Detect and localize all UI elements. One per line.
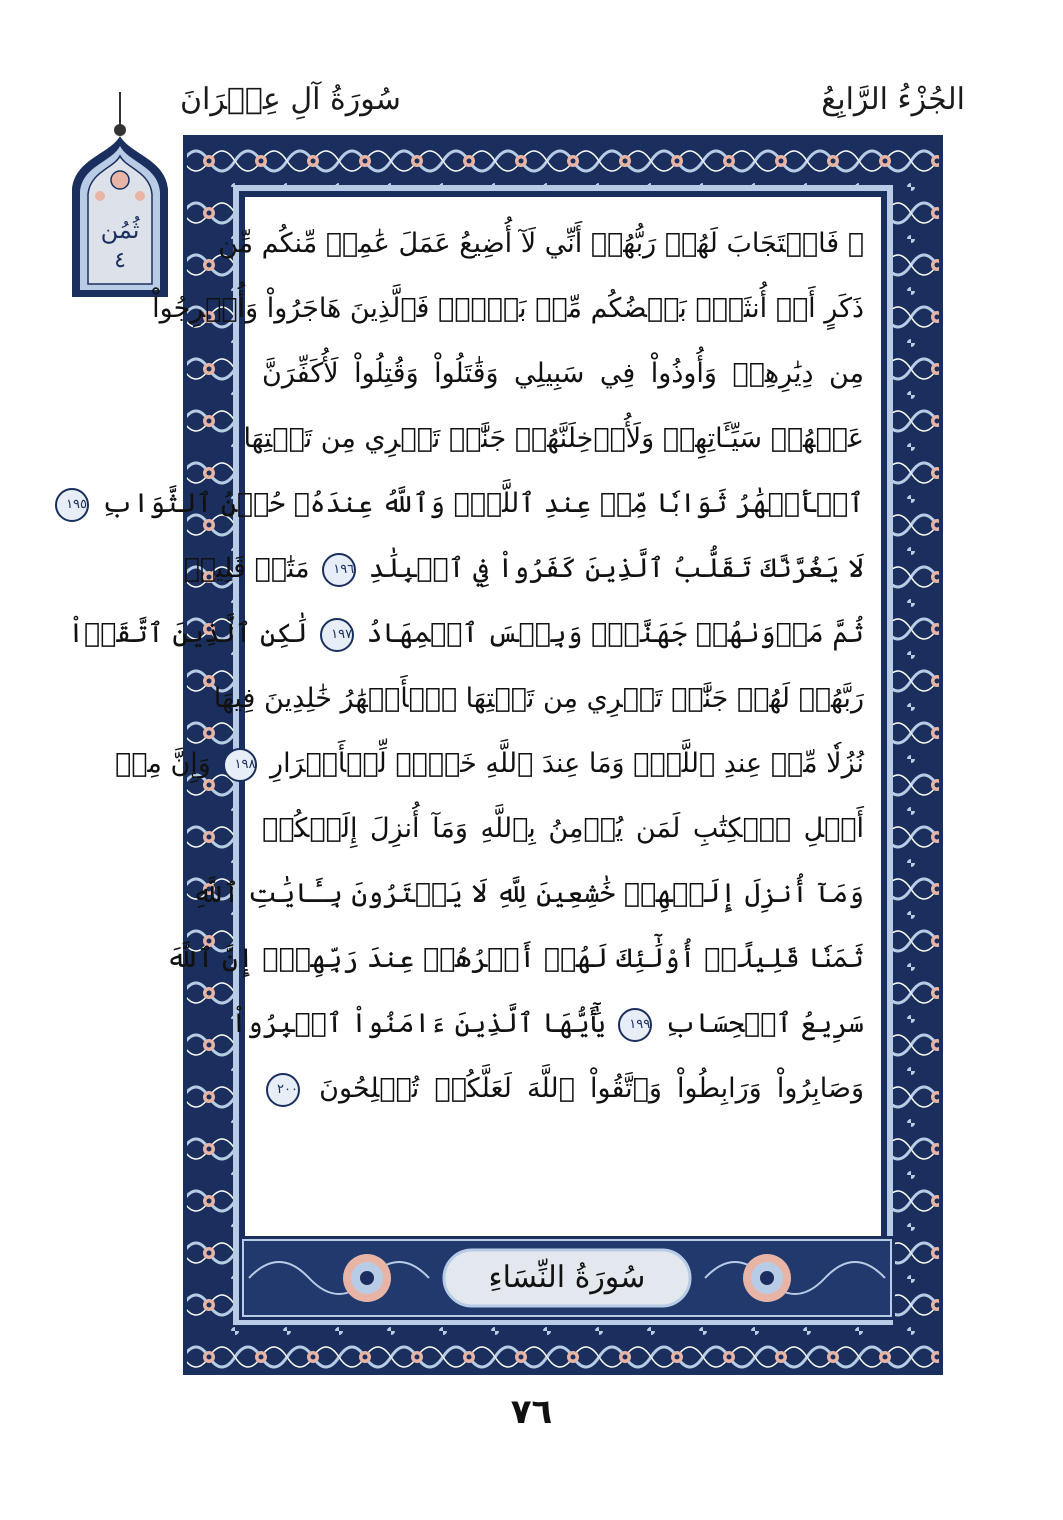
text-segment: مَتَٰعٞ قَلِيلٞ	[183, 553, 310, 584]
surah-header: سُورَةُ آلِ عِمۡرَانَ	[180, 82, 401, 117]
text-line	[68, 602, 864, 666]
ayah-end-marker: ٢٠٠	[266, 1073, 300, 1107]
text-line: ذَكَرٍ أَوۡ أُنثَىٰۖ بَعۡضُكُم مِّنۢ بَعۡضٖۖ فَٱلَّذِينَ هَاجَرُواْ وَأُخۡرِجُواْ	[152, 293, 864, 324]
ayah-end-marker: ١٩٩	[618, 1008, 652, 1042]
next-surah-title: سُورَةُ النِّسَاءِ	[488, 1260, 646, 1295]
surah-title-banner	[239, 1236, 895, 1320]
ayah-end-marker: ١٩٧	[320, 618, 354, 652]
text-line	[262, 1057, 864, 1121]
thumun-marker	[70, 134, 170, 299]
text-segment: لَٰكِنِ ٱلَّذِينَ ٱتَّقَوۡاْ	[68, 618, 308, 649]
text-line: ۞ فَاسۡتَجَابَ لَهُمۡ رَبُّهُمۡ أَنِّي لَآ أُضِيعُ عَمَلَ عَٰمِلٖ مِّنكُم مِّن	[218, 228, 864, 259]
marker-number: ٤	[114, 248, 126, 273]
text-segment: ٱلۡأَنۡهَٰرُ ثَوَابٗا مِّنۡ عِندِ ٱللَّهِۚ وَٱللَّهُ عِندَهُۥ حُسۡنُ ٱلثَّوَابِ	[101, 488, 864, 519]
text-line: أَهۡلِ ٱلۡكِتَٰبِ لَمَن يُؤۡمِنُ بِٱللَّهِ وَمَآ أُنزِلَ إِلَيۡكُمۡ	[262, 813, 864, 844]
text-segment: لَا يَغُرَّنَّكَ تَقَلُّبُ ٱلَّذِينَ كَفَرُواْ فِي ٱلۡبِلَٰدِ	[368, 553, 864, 584]
quran-text	[66, 212, 864, 1226]
ayah-end-marker: ١٩٥	[55, 488, 89, 522]
page-number: ٧٦	[510, 1392, 553, 1432]
text-line	[115, 732, 864, 796]
text-segment: سَرِيعُ ٱلۡحِسَابِ	[664, 1008, 864, 1039]
text-line: رَبَّهُمۡ لَهُمۡ جَنَّٰتٞ تَجۡرِي مِن تَحۡتِهَا ٱلۡأَنۡهَٰرُ خَٰلِدِينَ فِيهَا	[213, 683, 864, 714]
text-line	[231, 992, 864, 1056]
text-line	[183, 537, 864, 601]
text-segment: وَإِنَّ مِنۡ	[115, 748, 211, 779]
text-line: مِن دِيَٰرِهِمۡ وَأُوذُواْ فِي سَبِيلِي وَقَٰتَلُواْ وَقُتِلُواْ لَأُكَفِّرَنَّ	[262, 358, 864, 389]
text-line	[66, 472, 864, 536]
text-segment: ثُمَّ مَأۡوَىٰهُمۡ جَهَنَّمُۖ وَبِئۡسَ ٱلۡمِهَادُ	[366, 618, 864, 649]
marker-label: ثُمُن	[100, 216, 140, 244]
juz-header: الجُزْءُ الرَّابِعُ	[821, 82, 965, 117]
text-line: ثَمَنٗا قَلِيلًاۚ أُوْلَٰٓئِكَ لَهُمۡ أَجۡرُهُمۡ عِندَ رَبِّهِمۡۗ إِنَّ ٱللَّهَ	[165, 943, 864, 974]
text-line: وَمَآ أُنزِلَ إِلَيۡهِمۡ خَٰشِعِينَ لِلَّهِ لَا يَشۡتَرُونَ بِـَٔايَٰتِ ٱللَّهِ	[191, 878, 864, 909]
ayah-end-marker: ١٩٨	[223, 748, 257, 782]
text-line: عَنۡهُمۡ سَيِّـَٔاتِهِمۡ وَلَأُدۡخِلَنَّهُمۡ جَنَّٰتٖ تَجۡرِي مِن تَحۡتِهَا	[243, 423, 864, 454]
ayah-end-marker: ١٩٦	[322, 553, 356, 587]
text-segment: نُزُلٗا مِّنۡ عِندِ ٱللَّهِۗ وَمَا عِندَ ٱللَّهِ خَيۡرٞ لِّلۡأَبۡرَارِ	[270, 748, 864, 779]
text-segment: يَٰٓأَيُّهَا ٱلَّذِينَ ءَامَنُواْ ٱصۡبِرُواْ	[231, 1008, 606, 1039]
text-segment: وَصَابِرُواْ وَرَابِطُواْ وَٱتَّقُواْ ٱللَّهَ لَعَلَّكُمۡ تُفۡلِحُونَ	[319, 1073, 864, 1104]
